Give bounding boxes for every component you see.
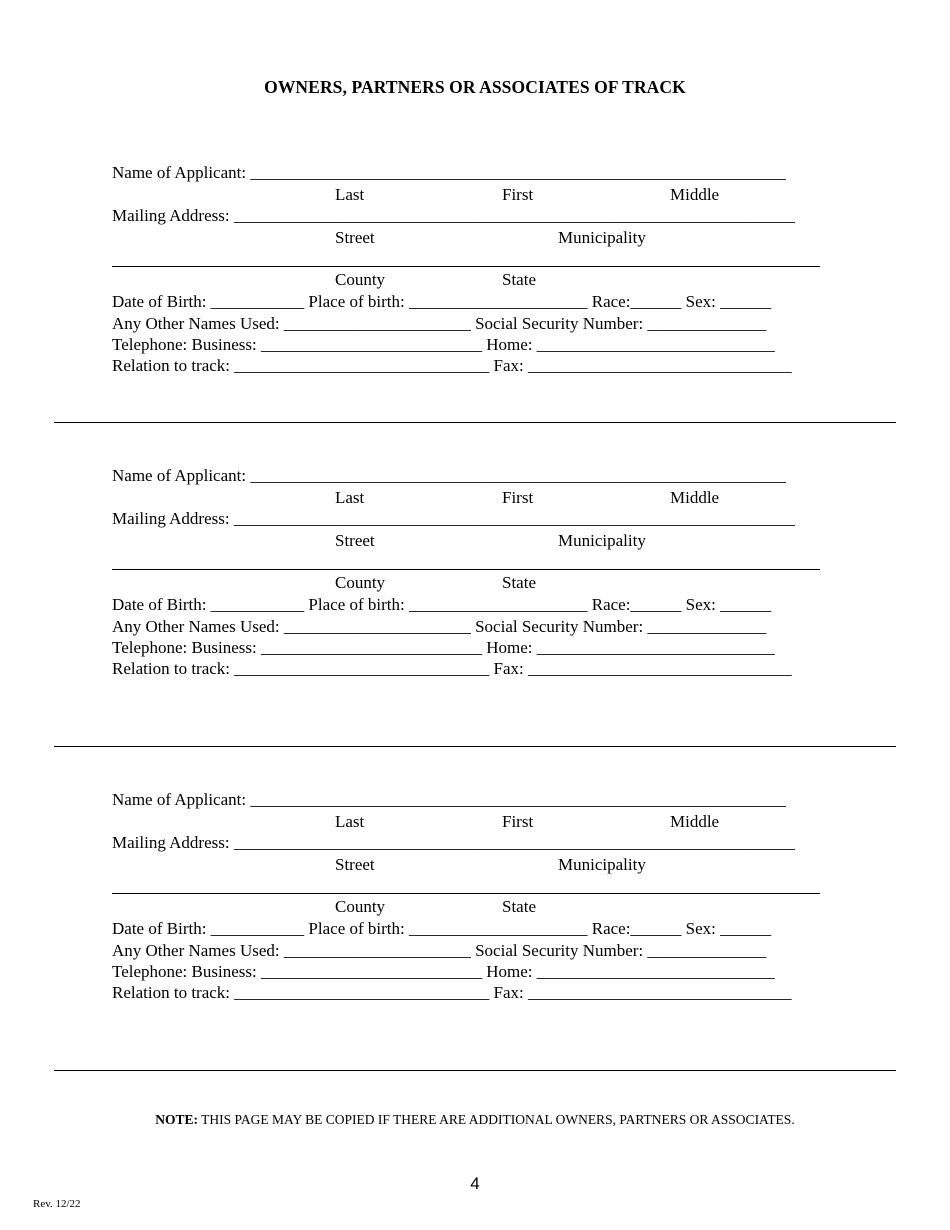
street-caption: Street — [335, 228, 375, 247]
street-caption: Street — [335, 855, 375, 874]
address-continuation-field[interactable] — [112, 893, 820, 894]
mailing-address-field[interactable]: Mailing Address: __________________________________________________________________ — [112, 833, 795, 852]
section-divider — [54, 422, 896, 423]
section-divider — [54, 746, 896, 747]
municipality-caption: Municipality — [558, 228, 646, 247]
county-caption: County — [335, 270, 386, 289]
applicant-block-1 — [0, 162, 950, 392]
address-continuation-field[interactable] — [112, 266, 820, 267]
copy-note — [0, 1112, 950, 1128]
name-of-applicant-field[interactable]: Name of Applicant: _______________________________________________________________ — [112, 790, 786, 809]
mailing-address-field[interactable]: Mailing Address: __________________________________________________________________ — [112, 509, 795, 528]
applicant-block-3 — [0, 789, 950, 1019]
address-continuation-field[interactable] — [112, 569, 820, 570]
other-names-ssn-fields[interactable]: Any Other Names Used: ______________________ Social Security Number: ______________ — [112, 617, 767, 636]
name-of-applicant-field[interactable]: Name of Applicant: _______________________________________________________________ — [112, 163, 786, 182]
first-name-caption: First — [502, 812, 534, 831]
page-number: 4 — [470, 1174, 480, 1193]
middle-name-caption: Middle — [670, 185, 720, 204]
county-caption: County — [335, 573, 386, 592]
county-caption: County — [335, 897, 386, 916]
last-name-caption: Last — [335, 812, 365, 831]
relation-fax-fields[interactable]: Relation to track: ______________________________ Fax: _______________________________ — [112, 983, 792, 1002]
note-label: NOTE: — [155, 1112, 199, 1127]
form-title: OWNERS, PARTNERS OR ASSOCIATES OF TRACK — [264, 77, 686, 97]
state-caption: State — [502, 270, 536, 289]
street-caption: Street — [335, 531, 375, 550]
name-of-applicant-field[interactable]: Name of Applicant: _______________________________________________________________ — [112, 466, 786, 485]
last-name-caption: Last — [335, 488, 365, 507]
applicant-block-2 — [0, 465, 950, 695]
first-name-caption: First — [502, 185, 534, 204]
first-name-caption: First — [502, 488, 534, 507]
birth-race-sex-fields[interactable]: Date of Birth: ___________ Place of birth: _____________________ Race:______ Sex: ______ — [112, 919, 772, 938]
birth-race-sex-fields[interactable]: Date of Birth: ___________ Place of birth: _____________________ Race:______ Sex: ______ — [112, 292, 772, 311]
relation-fax-fields[interactable]: Relation to track: ______________________________ Fax: _______________________________ — [112, 356, 792, 375]
last-name-caption: Last — [335, 185, 365, 204]
state-caption: State — [502, 573, 536, 592]
telephone-fields[interactable]: Telephone: Business: __________________________ Home: ____________________________ — [112, 335, 775, 354]
relation-fax-fields[interactable]: Relation to track: ______________________________ Fax: _______________________________ — [112, 659, 792, 678]
other-names-ssn-fields[interactable]: Any Other Names Used: ______________________ Social Security Number: ______________ — [112, 314, 767, 333]
middle-name-caption: Middle — [670, 488, 720, 507]
state-caption: State — [502, 897, 536, 916]
telephone-fields[interactable]: Telephone: Business: __________________________ Home: ____________________________ — [112, 638, 775, 657]
note-text: THIS PAGE MAY BE COPIED IF THERE ARE ADDITIONAL OWNERS, PARTNERS OR ASSOCIATES. — [198, 1112, 795, 1127]
other-names-ssn-fields[interactable]: Any Other Names Used: ______________________ Social Security Number: ______________ — [112, 941, 767, 960]
birth-race-sex-fields[interactable]: Date of Birth: ___________ Place of birth: _____________________ Race:______ Sex: ______ — [112, 595, 772, 614]
middle-name-caption: Middle — [670, 812, 720, 831]
revision-label: Rev. 12/22 — [33, 1198, 81, 1210]
telephone-fields[interactable]: Telephone: Business: __________________________ Home: ____________________________ — [112, 962, 775, 981]
section-divider — [54, 1070, 896, 1071]
municipality-caption: Municipality — [558, 855, 646, 874]
mailing-address-field[interactable]: Mailing Address: __________________________________________________________________ — [112, 206, 795, 225]
municipality-caption: Municipality — [558, 531, 646, 550]
